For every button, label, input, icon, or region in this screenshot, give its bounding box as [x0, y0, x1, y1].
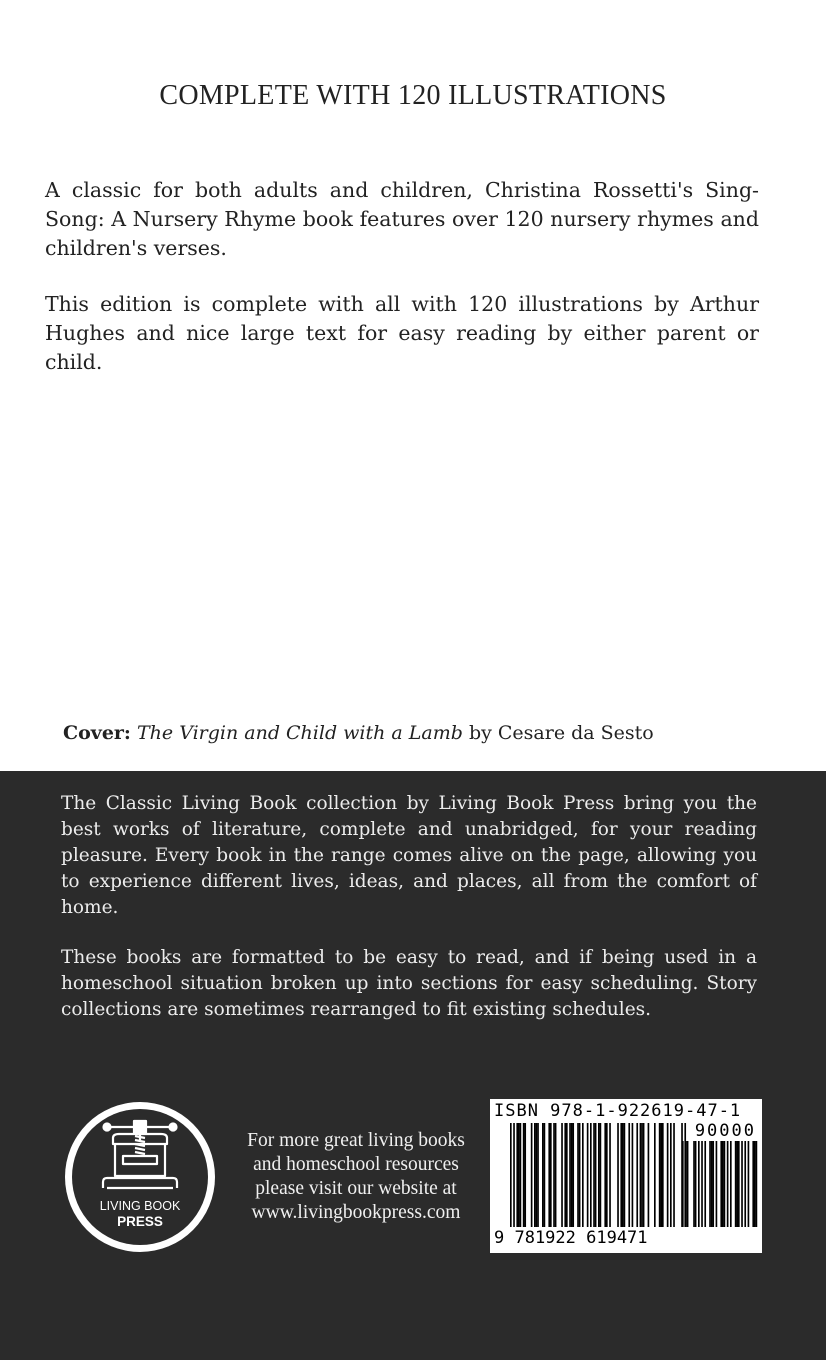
isbn-barcode-box [490, 1099, 762, 1253]
ean-digits: 9 781922 619471 [494, 1228, 648, 1248]
barcode-bar [598, 1123, 600, 1227]
collection-paragraph-1: The Classic Living Book collection by Living Book Press bring you the best works of literature, complete and unabridged, for your reading pleasure. Every book in the range comes alive on the page, allowing you to experience different lives, ideas, and places, all from the comfort of home. [61, 793, 757, 918]
barcode-bar [673, 1123, 675, 1227]
addon-barcode-bar [720, 1141, 722, 1227]
barcode-bar [550, 1123, 552, 1227]
cover-artist: by Cesare da Sesto [468, 722, 654, 744]
addon-barcode-bar [687, 1141, 689, 1227]
addon-barcode-bar [741, 1141, 743, 1227]
addon-barcode-bar [682, 1141, 684, 1227]
barcode-bar [536, 1123, 538, 1227]
addon-barcode-bar [722, 1141, 724, 1227]
barcode-bar [566, 1123, 568, 1227]
barcode-bar [523, 1123, 525, 1227]
addon-barcode-bar [704, 1141, 706, 1227]
isbn-text: ISBN 978-1-922619-47-1 [494, 1101, 742, 1121]
description-paragraph-2: This edition is complete with all with 120 illustrations by Arthur Hughes and nice large text for easy reading by either parent or child. [45, 292, 759, 374]
barcode-bar [662, 1123, 664, 1227]
barcode-bar [617, 1123, 619, 1227]
publisher-logo [63, 1100, 217, 1254]
barcode-bar [604, 1123, 606, 1227]
addon-barcode-bar [738, 1141, 740, 1227]
barcode-bar [542, 1123, 544, 1227]
barcode-bar [641, 1123, 643, 1227]
barcode-bar [531, 1123, 533, 1227]
addon-barcode-bar [695, 1141, 697, 1227]
back-cover-lower-panel [0, 771, 826, 1360]
addon-barcode-bar [698, 1141, 700, 1227]
website-url: www.livingbookpress.com [251, 1202, 461, 1223]
addon-barcode-bar [701, 1141, 703, 1227]
cover-artwork-title: The Virgin and Child with a Lamb [137, 722, 463, 744]
barcode-bar [555, 1123, 557, 1227]
barcode-bar [537, 1123, 539, 1227]
cover-credit-label: Cover: [63, 722, 131, 744]
barcode-bar [520, 1123, 522, 1227]
website-promo [225, 1129, 487, 1225]
barcode-bar [564, 1123, 566, 1227]
addon-barcode-bar [744, 1141, 746, 1227]
barcode-bar [513, 1123, 515, 1227]
barcode-bar [548, 1123, 550, 1227]
addon-barcode-bar [736, 1141, 738, 1227]
website-promo-line-1: For more great living books [247, 1130, 465, 1151]
barcode-bar [579, 1123, 581, 1227]
barcode-bar [667, 1123, 669, 1227]
website-promo-line-3: please visit our website at [255, 1178, 457, 1199]
barcode-bar [577, 1123, 579, 1227]
barcode-bar [606, 1123, 608, 1227]
barcode-bar [628, 1123, 630, 1227]
addon-barcode-bar [716, 1141, 718, 1227]
barcode-bar [590, 1123, 592, 1227]
addon-barcode-bar [727, 1141, 729, 1227]
barcode-bar [636, 1123, 638, 1227]
barcode-bar [571, 1123, 573, 1227]
barcode-bar [654, 1123, 656, 1227]
addon-barcode-bar [748, 1141, 750, 1227]
barcode-bar [534, 1123, 536, 1227]
barcode-bar [640, 1123, 642, 1227]
barcode-bar [516, 1123, 518, 1227]
illustrations-heading: COMPLETE WITH 120 ILLUSTRATIONS [159, 80, 667, 111]
addon-barcode-bar [712, 1141, 714, 1227]
barcode-bar [624, 1123, 626, 1227]
collection-paragraph-2: These books are formatted to be easy to read, and if being used in a homeschool situation broken up into sections for easy scheduling. Story collections are sometimes rearranged to fit existing schedules. [61, 947, 757, 1020]
barcode-bar [518, 1123, 520, 1227]
barcode-bar [632, 1123, 634, 1227]
barcode-bar [670, 1123, 672, 1227]
barcode-bar [643, 1123, 645, 1227]
logo-name-line1: LIVING BOOK [99, 1199, 181, 1213]
barcode-bar [660, 1123, 662, 1227]
barcode-bar [510, 1123, 512, 1227]
barcode-bar [600, 1123, 602, 1227]
addon-barcode-bar [724, 1141, 726, 1227]
barcode-bar [544, 1123, 546, 1227]
addon-barcode-bar [752, 1141, 754, 1227]
addon-barcode-bar [685, 1141, 687, 1227]
addon-barcode-bar [754, 1141, 756, 1227]
barcode-bar [572, 1123, 574, 1227]
barcode-bar [595, 1123, 597, 1227]
cover-credit [63, 722, 654, 744]
barcode-bar [582, 1123, 584, 1227]
addon-barcode-bar [711, 1141, 713, 1227]
barcode-bar [553, 1123, 555, 1227]
barcode-bar [569, 1123, 571, 1227]
barcode-bar [561, 1123, 563, 1227]
description-paragraph-1: A classic for both adults and children, Christina Rossetti's Sing-Song: A Nursery Rhyme book features over 120 nursery rhymes and children's verses. [45, 178, 759, 260]
barcode-bar [648, 1123, 650, 1227]
addon-barcode-bar [730, 1141, 732, 1227]
barcode-bar [593, 1123, 595, 1227]
barcode-bar [659, 1123, 661, 1227]
logo-name-line2: PRESS [117, 1214, 163, 1229]
price-code: 90000 [694, 1121, 756, 1141]
barcode-bar [622, 1123, 624, 1227]
barcode-bar [620, 1123, 622, 1227]
barcode-bar [609, 1123, 611, 1227]
addon-barcode-bar [709, 1141, 711, 1227]
addon-barcode-bar [735, 1141, 737, 1227]
website-promo-line-2: and homeschool resources [253, 1154, 459, 1175]
addon-barcode-bar [756, 1141, 758, 1227]
barcode-bar [524, 1123, 526, 1227]
addon-barcode-bar [693, 1141, 695, 1227]
barcode-bar [587, 1123, 589, 1227]
